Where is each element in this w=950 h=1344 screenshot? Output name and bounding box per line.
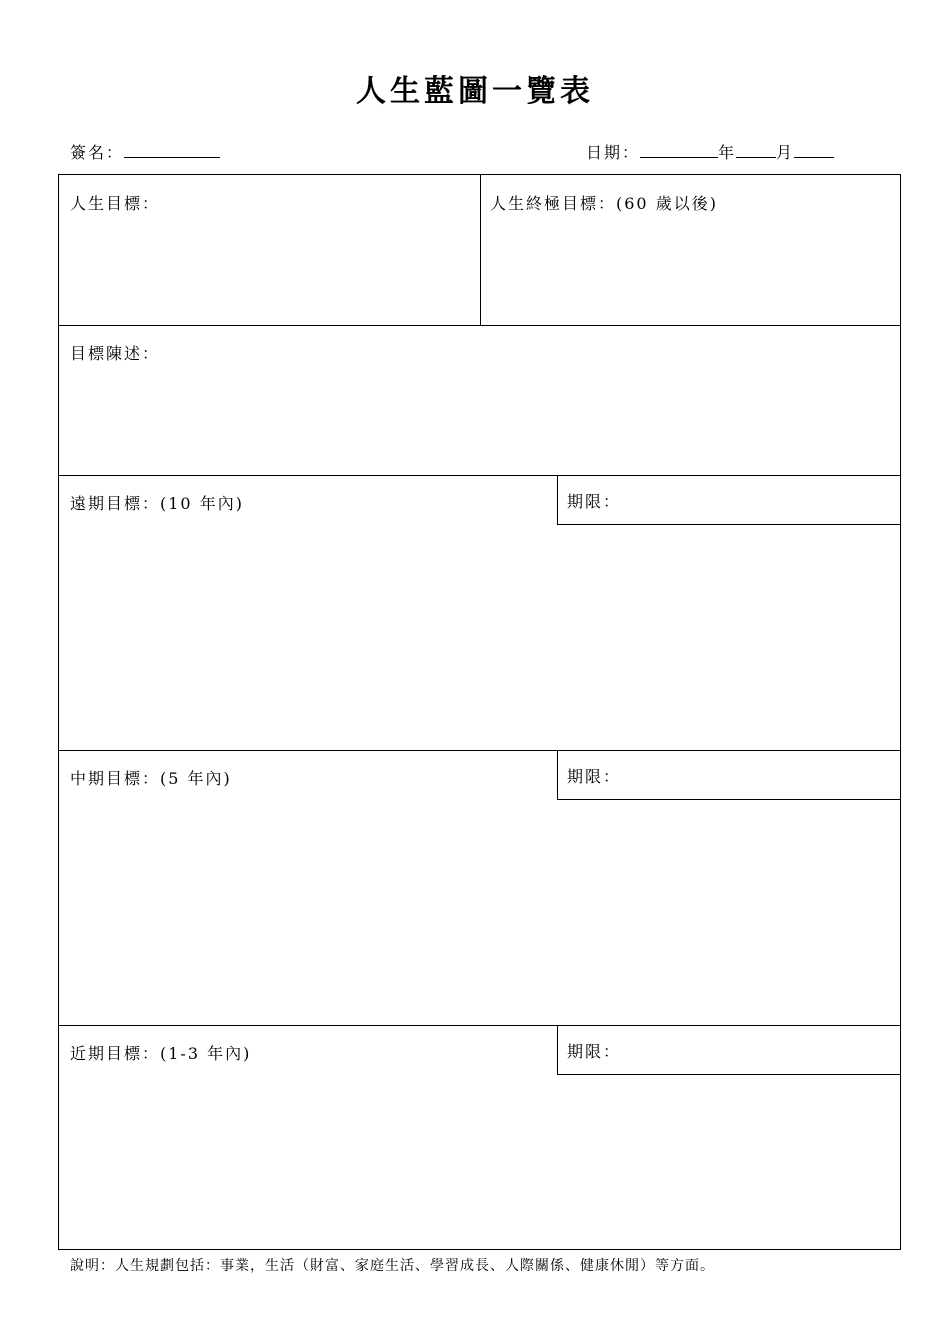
- long-term-goal-label: 遠期目標：(10 年內): [70, 494, 244, 513]
- deadline-label: 期限：: [567, 1042, 622, 1061]
- signature-field[interactable]: [70, 140, 220, 163]
- date-field[interactable]: [586, 140, 834, 163]
- blueprint-form: [58, 174, 901, 1250]
- goal-statement-label: 目標陳述：: [70, 344, 161, 363]
- divider: [480, 175, 481, 325]
- month-label: 月: [776, 143, 795, 162]
- month-blank[interactable]: [736, 141, 776, 158]
- long-term-deadline-box[interactable]: [557, 475, 900, 525]
- deadline-label: 期限：: [567, 492, 622, 511]
- day-blank[interactable]: [794, 141, 834, 158]
- life-goal-label: 人生目標：: [70, 194, 161, 213]
- mid-term-deadline-box[interactable]: [557, 750, 900, 800]
- short-term-deadline-box[interactable]: [557, 1025, 900, 1075]
- ultimate-goal-label: 人生終極目標：(60 歲以後): [490, 194, 718, 213]
- signature-blank[interactable]: [124, 141, 220, 158]
- signature-label: 簽名：: [70, 143, 125, 162]
- year-label: 年: [718, 143, 737, 162]
- mid-term-goal-label: 中期目標：(5 年內): [70, 769, 232, 788]
- year-blank[interactable]: [640, 141, 718, 158]
- footer-note: 說明：人生規劃包括：事業，生活（財富、家庭生活、學習成長、人際關係、健康休閒）等方面。: [70, 1258, 715, 1274]
- page-title: 人生藍圖一覽表: [356, 74, 594, 109]
- short-term-goal-label: 近期目標：(1-3 年內): [70, 1044, 252, 1063]
- deadline-label: 期限：: [567, 767, 622, 786]
- date-label: 日期：: [586, 143, 641, 162]
- divider: [59, 325, 900, 326]
